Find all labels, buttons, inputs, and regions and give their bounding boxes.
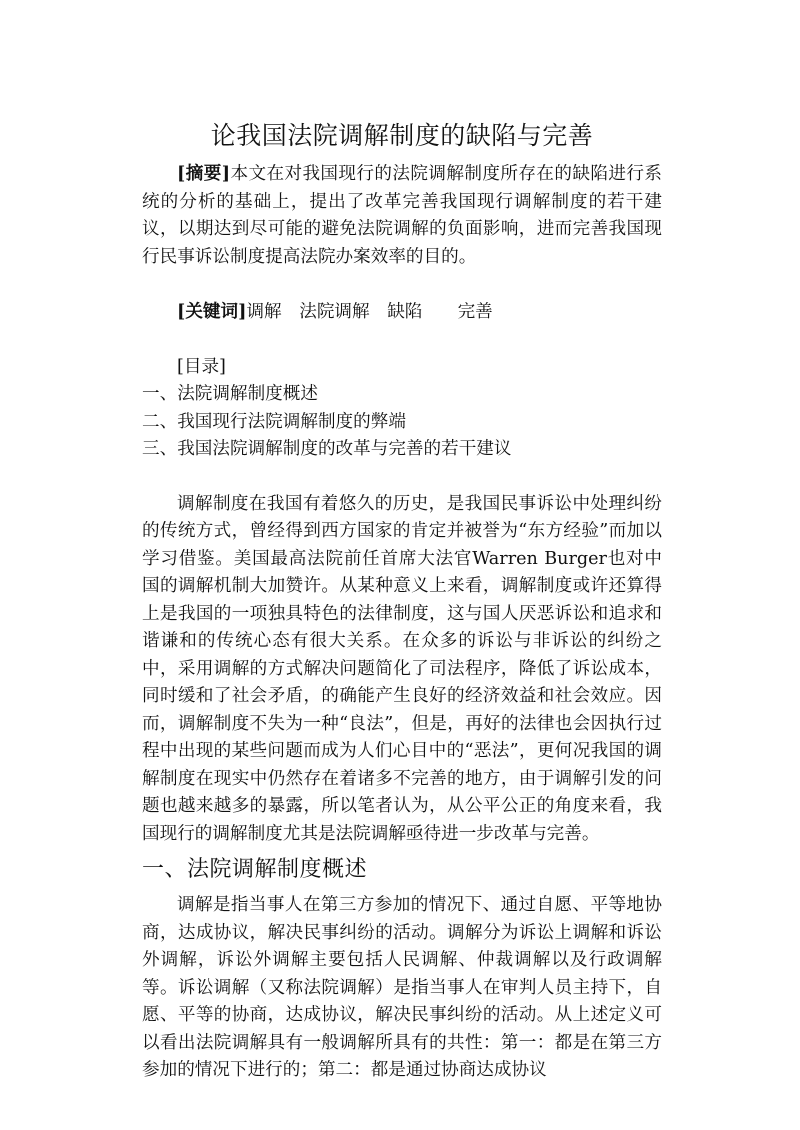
toc-item: 二、我国现行法院调解制度的弊端: [142, 411, 406, 432]
abstract-paragraph: [142, 160, 662, 271]
keywords-paragraph: [142, 298, 662, 327]
document-page: [142, 118, 662, 1085]
keywords-text: 调解 法院调解 缺陷 完善: [246, 302, 493, 322]
section-paragraph: 调解是指当事人在第三方参加的情况下、通过自愿、平等地协商，达成协议，解决民事纠纷的活动。调解分为诉讼上调解和诉讼外调解，诉讼外调解主要包括人民调解、仲裁调解以及行政调解等。诉讼调解（又称法院调解）是指当事人在审判人员主持下，自愿、平等的协商，达成协议，解决民事纠纷的活动。从上述定义可以看出法院调解具有一般调解所具有的共性：第一：都是在第三方参加的情况下进行的；第二：都是通过协商达成协议: [142, 895, 662, 1080]
keywords-label: [关键词]: [177, 301, 247, 322]
toc-list: [142, 381, 662, 464]
toc-item: 一、法院调解制度概述: [142, 384, 318, 404]
intro-paragraph: 调解制度在我国有着悠久的历史，是我国民事诉讼中处理纠纷的传统方式，曾经得到西方国家的肯定并被誉为“东方经验”而加以学习借鉴。美国最高法院前任首席大法官Warren Burger也对中国的调解机制大加赞许。从某种意义上来看，调解制度或许还算得上是我国的一项独具特色的法律制度，这与国人厌恶诉讼和追求和谐谦和的传统心态有很大关系。在众多的诉讼与非诉讼的纠纷之中，采用调解的方式解决问题简化了司法程序，降低了诉讼成本，同时缓和了社会矛盾，的确能产生良好的经济效益和社会效应。因而，调解制度不失为一种“良法”，但是，再好的法律也会因执行过程中出现的某些问题而成为人们心目中的“恶法”，更何况我国的调解制度在现实中仍然存在着诸多不完善的地方，由于调解引发的问题也越来越多的暴露，所以笔者认为，从公平公正的角度来看，我国现行的调解制度尤其是法院调解亟待进一步改革与完善。: [142, 493, 662, 844]
document-title: 论我国法院调解制度的缺陷与完善: [210, 121, 594, 150]
abstract-label: [摘要]: [177, 163, 231, 184]
toc-label: [目录]: [177, 356, 226, 377]
abstract-text: 本文在对我国现行的法院调解制度所存在的缺陷进行系统的分析的基础上，提出了改革完善我国现行调解制度的若干建议，以期达到尽可能的避免法院调解的负面影响，进而完善我国现行民事诉讼制度提高法院办案效率的目的。: [142, 164, 662, 267]
toc-item: 三、我国法院调解制度的改革与完善的若干建议: [142, 439, 512, 459]
section-heading: 一、法院调解制度概述: [142, 857, 368, 882]
